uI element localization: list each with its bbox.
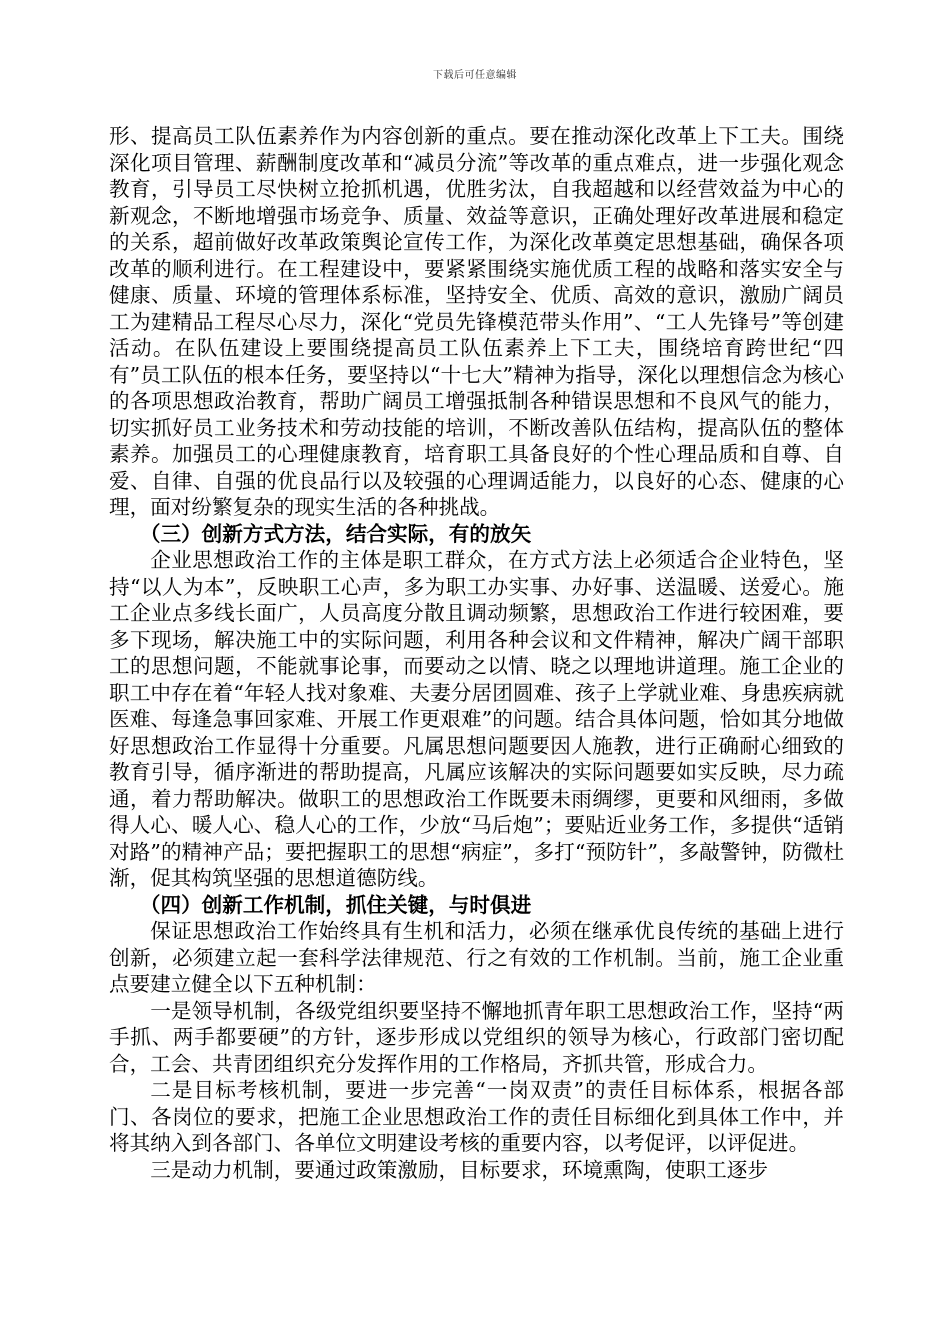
section-heading-4: （四）创新工作机制，抓住关键，与时俱进 <box>139 892 532 917</box>
page-header: 下载后可任意编辑 <box>433 70 517 81</box>
section-heading-3: （三）创新方式方法，结合实际，有的放矢 <box>139 521 532 546</box>
document-body <box>109 123 844 1183</box>
paragraph-methods: 企业思想政治工作的主体是职工群众，在方式方法上必须适合企业特色，坚持“以人为本”，反映职工心声，多为职工办实事、办好事、送温暖、送爱心。施工企业点多线长面广，人员高度分散且调动频繁，思想政治工作进行较困难，要多下现场，解决施工中的实际问题，利用各种会议和文件精神，解决广阔干部职工的思想问题，不能就事论事，而要动之以情、晓之以理地讲道理。施工企业的职工中存在着“年轻人找对象难、夫妻分居团圆难、孩子上学就业难、身患疾病就医难、每逢急事回家难、开展工作更艰难”的问题。结合具体问题，恰如其分地做好思想政治工作显得十分重要。凡属思想问题要因人施教，进行正确耐心细致的教育引导，循序渐进的帮助提高，凡属应该解决的实际问题要如实反映，尽力疏通，着力帮助解决。做职工的思想政治工作既要未雨绸缪，更要和风细雨，多做得人心、暖人心、稳人心的工作，少放“马后炮”；要贴近业务工作，多提供“适销对路”的精神产品；要把握职工的思想“病症”，多打“预防针”，多敲警钟，防微杜渐，促其构筑坚强的思想道德防线。 <box>109 548 844 890</box>
paragraph-mechanism-intro: 保证思想政治工作始终具有生机和活力，必须在继承优良传统的基础上进行创新，必须建立起一套科学法律规范、行之有效的工作机制。当前，施工企业重点要建立健全以下五种机制： <box>109 919 844 996</box>
paragraph-content-innovation: 形、提高员工队伍素养作为内容创新的重点。要在推动深化改革上下工夫。围绕深化项目管理、薪酬制度改革和“减员分流”等改革的重点难点，进一步强化观念教育，引导员工尽快树立抢抓机遇，优胜劣汰，自我超越和以经营效益为中心的新观念，不断地增强市场竞争、质量、效益等意识，正确处理好改革进展和稳定的关系，超前做好改革政策舆论宣传工作，为深化改革奠定思想基础，确保各项改革的顺利进行。在工程建设中，要紧紧围绕实施优质工程的战略和落实安全与健康、质量、环境的管理体系标准，坚持安全、优质、高效的意识，激励广阔员工为建精品工程尽心尽力，深化“党员先锋模范带头作用”、“工人先锋号”等创建活动。在队伍建设上要围绕提高员工队伍素养上下工夫，围绕培育跨世纪“四有”员工队伍的根本任务，要坚持以“十七大”精神为指导，深化以理想信念为核心的各项思想政治教育，帮助广阔员工增强抵制各种错误思想和不良风气的能力，切实抓好员工业务技术和劳动技能的培训，不断改善队伍结构，提高队伍的整体素养。加强员工的心理健康教育，培育职工具备良好的个性心理品质和自尊、自爱、自律、自强的优良品行以及较强的心理调适能力，以良好的心态、健康的心理，面对纷繁复杂的现实生活的各种挑战。 <box>109 124 844 519</box>
paragraph-motivation-mechanism: 三是动力机制，要通过政策激励，目标要求，环境熏陶，使职工逐步 <box>150 1157 768 1182</box>
paragraph-assessment-mechanism: 二是目标考核机制，要进一步完善“一岗双责”的责任目标体系，根据各部门、各岗位的要求，把施工企业思想政治工作的责任目标细化到具体工作中，并将其纳入到各部门、各单位文明建设考核的重要内容，以考促评，以评促进。 <box>109 1078 844 1155</box>
paragraph-leadership-mechanism: 一是领导机制，各级党组织要坚持不懈地抓青年职工思想政治工作，坚持“两手抓、两手都要硬”的方针，逐步形成以党组织的领导为核心，行政部门密切配合，工会、共青团组织充分发挥作用的工作格局，齐抓共管，形成合力。 <box>109 998 844 1076</box>
